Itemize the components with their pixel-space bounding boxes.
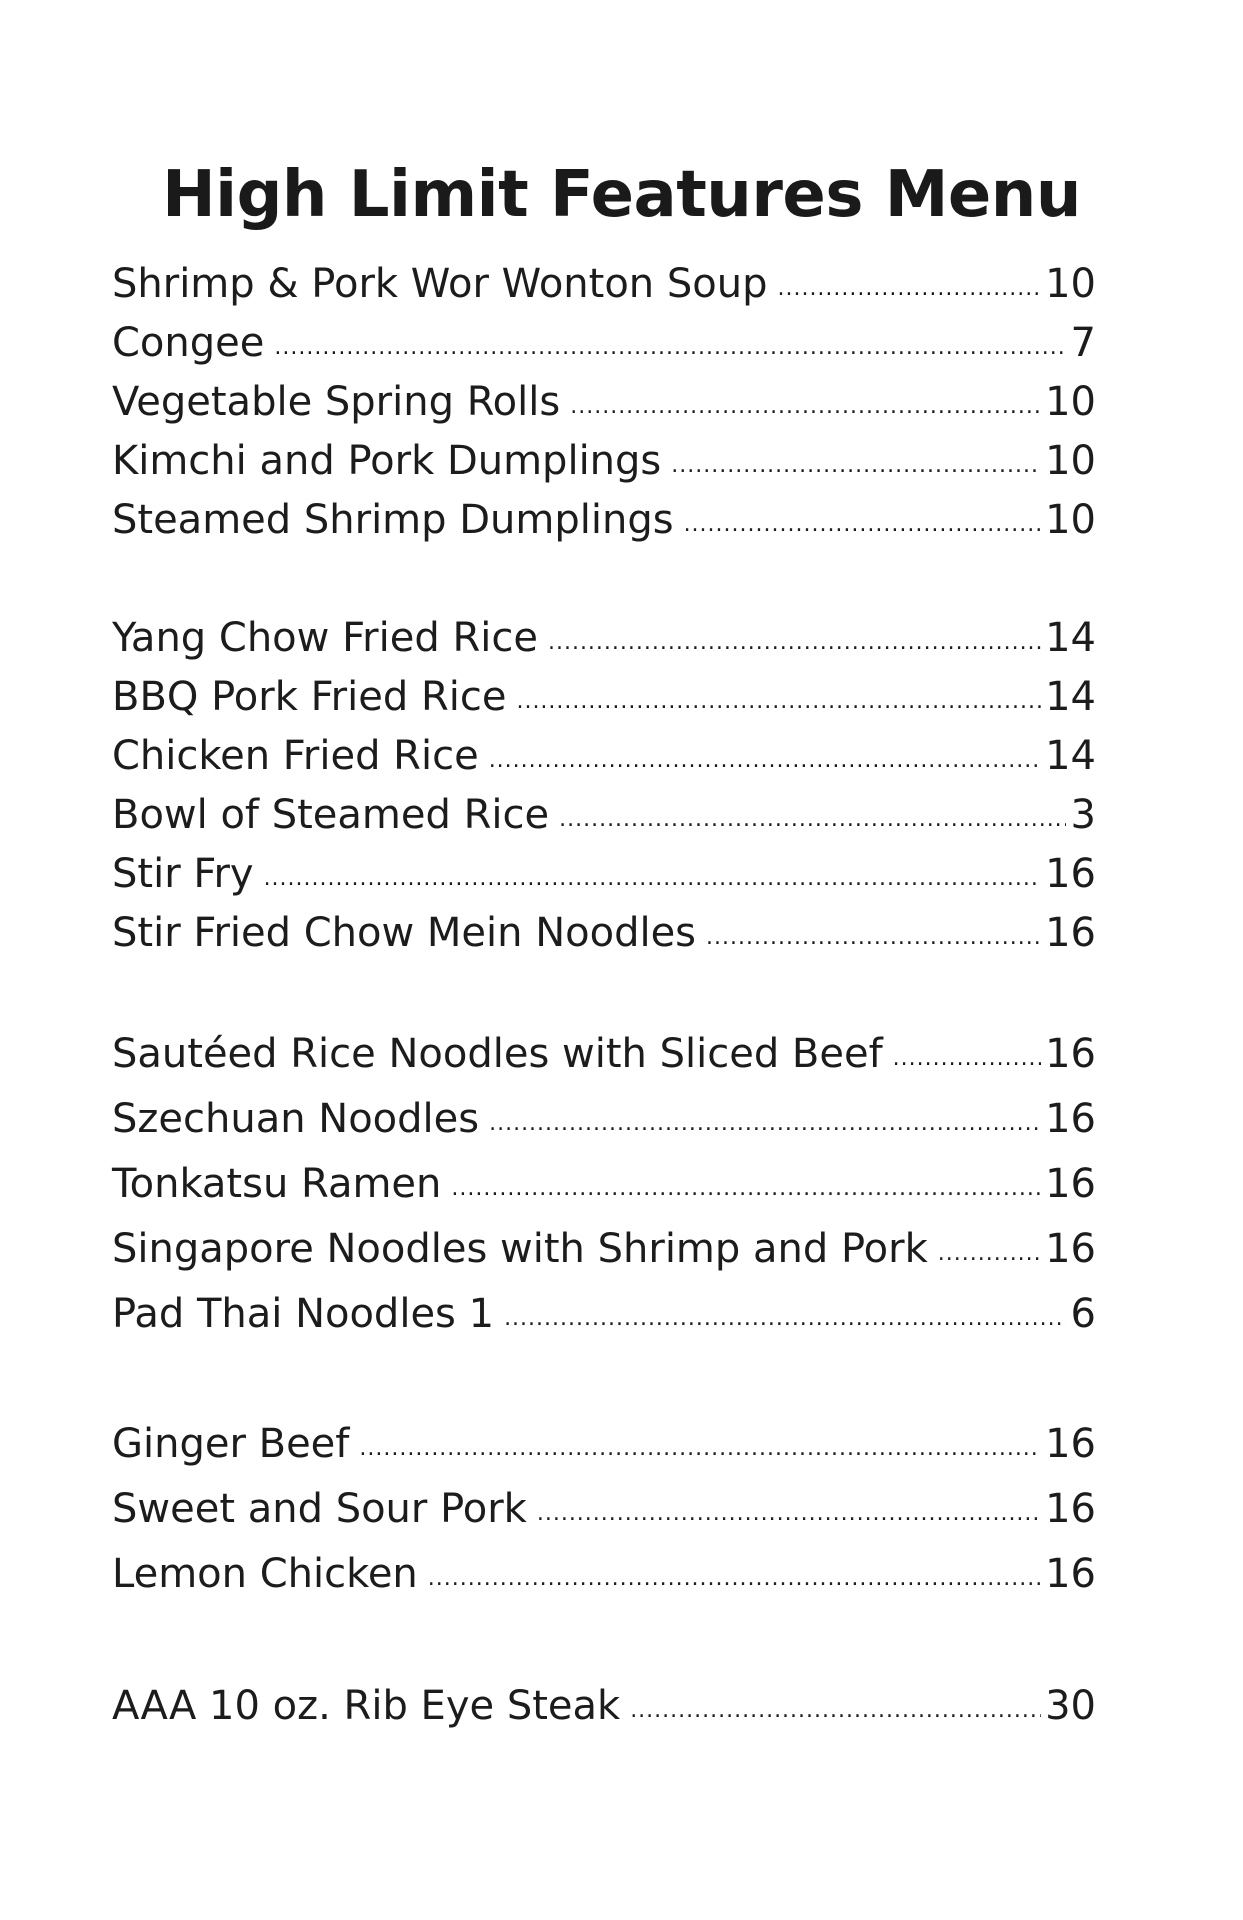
- item-name: Pad Thai Noodles 1: [112, 1291, 495, 1337]
- menu-item: [112, 1152, 1096, 1217]
- item-price: 30: [1045, 1683, 1096, 1729]
- section-spacer: [112, 550, 1096, 609]
- item-price: 10: [1045, 438, 1096, 484]
- menu-item: [112, 786, 1096, 845]
- dot-leader: [516, 672, 1041, 731]
- menu-item: [112, 1022, 1096, 1087]
- item-name: Bowl of Steamed Rice: [112, 792, 550, 838]
- item-name: Ginger Beef: [112, 1421, 350, 1467]
- item-price: 14: [1045, 733, 1096, 779]
- menu-item: [112, 1217, 1096, 1282]
- item-price: 16: [1045, 1096, 1096, 1142]
- item-name: Yang Chow Fried Rice: [112, 615, 538, 661]
- menu-item: [112, 432, 1096, 491]
- item-price: 10: [1045, 497, 1096, 543]
- dot-leader: [489, 731, 1041, 790]
- menu-item: [112, 904, 1096, 963]
- item-name: Singapore Noodles with Shrimp and Pork: [112, 1226, 928, 1272]
- item-price: 14: [1045, 615, 1096, 661]
- dot-leader: [548, 613, 1041, 672]
- dot-leader: [428, 1546, 1041, 1611]
- menu-item: [112, 609, 1096, 668]
- menu-section-steak: [112, 1674, 1096, 1739]
- item-price: 6: [1070, 1291, 1096, 1337]
- section-spacer: [112, 1347, 1096, 1412]
- menu-section-soups-starters: [112, 255, 1096, 550]
- item-name: Szechuan Noodles: [112, 1096, 480, 1142]
- menu-item: [112, 373, 1096, 432]
- menu-section-rice: [112, 609, 1096, 963]
- item-name: Steamed Shrimp Dumplings: [112, 497, 674, 543]
- menu-item: [112, 255, 1096, 314]
- menu-item: [112, 1282, 1096, 1347]
- item-name: Stir Fried Chow Mein Noodles: [112, 910, 697, 956]
- dot-leader: [489, 1091, 1041, 1156]
- item-name: AAA 10 oz. Rib Eye Steak: [112, 1683, 621, 1729]
- dot-leader: [684, 495, 1042, 554]
- menu-section-noodles: [112, 1022, 1096, 1347]
- item-price: 10: [1045, 379, 1096, 425]
- menu-item: [112, 1674, 1096, 1739]
- menu-list: [112, 255, 1096, 1739]
- menu-item: [112, 845, 1096, 904]
- dot-leader: [777, 259, 1041, 318]
- menu-item: [112, 1087, 1096, 1152]
- item-price: 10: [1045, 261, 1096, 307]
- menu-item: [112, 491, 1096, 550]
- item-price: 16: [1045, 1486, 1096, 1532]
- section-spacer: [112, 963, 1096, 1022]
- item-name: BBQ Pork Fried Rice: [112, 674, 507, 720]
- menu-section-mains: [112, 1412, 1096, 1607]
- menu-item: [112, 668, 1096, 727]
- item-name: Lemon Chicken: [112, 1551, 418, 1597]
- section-spacer: [112, 1607, 1096, 1674]
- item-name: Sautéed Rice Noodles with Sliced Beef: [112, 1031, 883, 1077]
- item-price: 16: [1045, 1421, 1096, 1467]
- item-name: Sweet and Sour Pork: [112, 1486, 527, 1532]
- dot-leader: [570, 377, 1041, 436]
- item-name: Stir Fry: [112, 851, 254, 897]
- item-price: 16: [1045, 1031, 1096, 1077]
- item-name: Chicken Fried Rice: [112, 733, 479, 779]
- dot-leader: [264, 849, 1042, 908]
- item-price: 16: [1045, 1551, 1096, 1597]
- dot-leader: [706, 908, 1041, 967]
- dot-leader: [630, 1678, 1041, 1743]
- dot-leader: [359, 1416, 1041, 1481]
- dot-leader: [537, 1481, 1041, 1546]
- dot-leader: [671, 436, 1041, 495]
- menu-item: [112, 314, 1096, 373]
- dot-leader: [893, 1026, 1041, 1091]
- dot-leader: [504, 1286, 1066, 1351]
- menu-item: [112, 727, 1096, 786]
- menu-item: [112, 1542, 1096, 1607]
- dot-leader: [938, 1221, 1041, 1286]
- item-price: 16: [1045, 1161, 1096, 1207]
- item-price: 16: [1045, 1226, 1096, 1272]
- item-price: 3: [1070, 792, 1096, 838]
- item-price: 14: [1045, 674, 1096, 720]
- item-name: Congee: [112, 320, 265, 366]
- item-name: Shrimp & Pork Wor Wonton Soup: [112, 261, 768, 307]
- item-name: Tonkatsu Ramen: [112, 1161, 442, 1207]
- menu-item: [112, 1477, 1096, 1542]
- page-title: High Limit Features Menu: [162, 157, 1081, 232]
- item-price: 16: [1045, 910, 1096, 956]
- dot-leader: [559, 790, 1066, 849]
- dot-leader: [451, 1156, 1041, 1221]
- menu-item: [112, 1412, 1096, 1477]
- item-price: 16: [1045, 851, 1096, 897]
- dot-leader: [274, 318, 1066, 377]
- item-name: Vegetable Spring Rolls: [112, 379, 561, 425]
- item-name: Kimchi and Pork Dumplings: [112, 438, 662, 484]
- item-price: 7: [1070, 320, 1096, 366]
